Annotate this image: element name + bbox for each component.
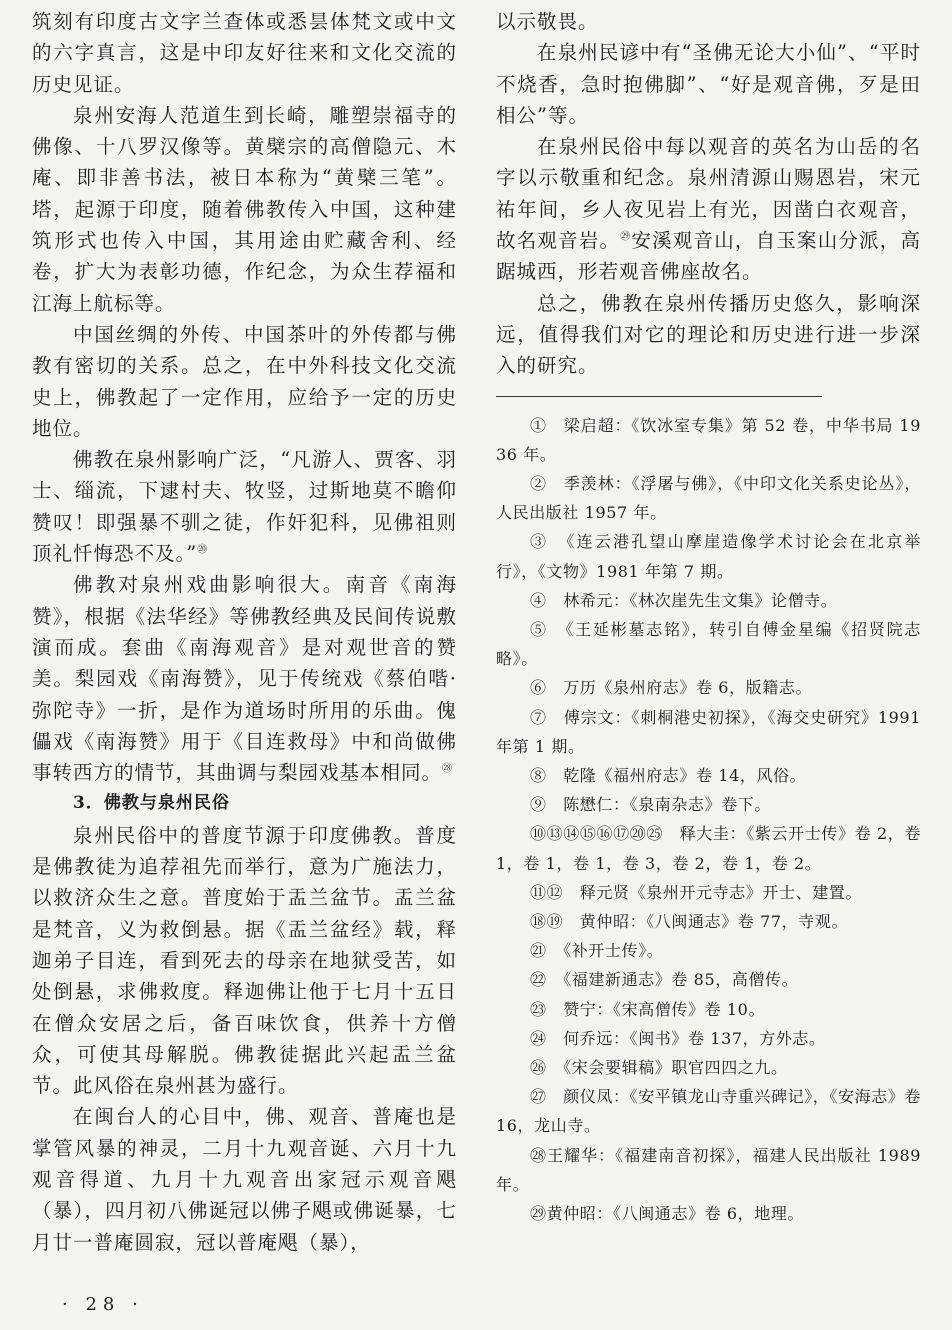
- footnote-item: ⑪⑫ 释元贤《泉州开元寺志》开士、建置。: [530, 882, 863, 902]
- paragraph: 泉州安海人范道生到长崎，雕塑崇福寺的佛像、十八罗汉像等。黄檗宗的高僧隐元、木庵、即非善书法，被日本称为“黄檗三笔”。塔，起源于印度，随着佛教传入中国，这种建筑形式也传入中国，其用途由贮藏舍利、经卷，扩大为表彰功德，作纪念，为众生荐福和江海上航标等。: [32, 103, 457, 315]
- paragraph: 中国丝绸的外传、中国茶叶的外传都与佛教有密切的关系。总之，在中外科技文化交流史上，佛教起了一定作用，应给予一定的历史地位。: [32, 322, 457, 440]
- paragraph: 在闽台人的心目中，佛、观音、普庵也是掌管风暴的神灵，二月十九观音诞、六月十九观音得道、九月十九观音出家冠示观音飓（暴），四月初八佛诞冠以佛子飓或佛诞暴，七月廿一普庵圆寂，冠以普庵飓（暴），: [32, 1105, 457, 1254]
- paragraph: [496, 131, 921, 287]
- left-column: [32, 6, 457, 1258]
- footnote-item: ㉔ 何乔远：《闽书》卷 137，方外志。: [530, 1028, 826, 1048]
- footnote-ref: ㉙: [620, 231, 632, 243]
- paragraph: 泉州民俗中的普度节源于印度佛教。普度是佛教徒为追荐祖先而举行，意为广施法力，以救济众生之意。普度始于盂兰盆节。盂兰盆是梵音，义为救倒悬。据《盂兰盆经》载，释迦弟子目连，看到死去的母亲在地狱受苦，如处倒悬，求佛救度。释迦佛让他于七月十五日在僧众安居之后，备百味饮食，供养十方僧众，可使其母解脱。佛教徒据此兴起盂兰盆节。此风俗在泉州甚为盛行。: [32, 823, 457, 1098]
- footnote-item: ㉙黄仲昭：《八闽通志》卷 6，地理。: [530, 1204, 805, 1224]
- paragraph: 筑刻有印度古文字兰查体或悉昙体梵文或中文的六字真言，这是中印友好往来和文化交流的历史见证。: [32, 10, 457, 96]
- footnote-item: ⑩⑬⑭⑮⑯⑰⑳㉕ 释大圭：《紫云开士传》卷 2，卷 1，卷 1，卷 1，卷 3，卷 2，卷 1，卷 2。: [496, 824, 921, 873]
- footnote-item: ⑨ 陈懋仁：《泉南杂志》卷下。: [530, 795, 772, 815]
- paragraph-text-continued: 安溪观音山，自玉案山分派，高踞城西，形若观音佛座故名。: [496, 229, 921, 284]
- footnote-item: ㉒ 《福建新通志》卷 85，高僧传。: [530, 970, 799, 990]
- page-number: · 28 ·: [62, 1294, 144, 1315]
- paragraph: 在泉州民谚中有“圣佛无论大小仙”、“平时不烧香，急时抱佛脚”、“好是观音佛，歹是田相公”等。: [496, 41, 921, 127]
- footnote-item: ⑤ 《王延彬墓志铭》，转引自傅金星编《招贤院志略》。: [496, 619, 921, 669]
- footnote-ref: ⑳: [197, 544, 209, 556]
- footnote-item: ㉗ 颜仪凤：《安平镇龙山寺重兴碑记》，《安海志》卷 16，龙山寺。: [496, 1087, 922, 1136]
- footnote-ref: ㉘: [442, 763, 454, 775]
- paragraph-text: 在泉州民俗中每以观音的英名为山岳的名字以示敬重和纪念。泉州清源山赐恩岩，宋元祐年间，乡人夜见岩上有光，因凿白衣观音，故名观音岩。: [496, 135, 921, 253]
- footnote-item: ⑥ 万历《泉州府志》卷 6，版籍志。: [530, 678, 813, 698]
- footnote-item: ㉖ 《宋会要辑稿》职官四四之九。: [530, 1058, 788, 1078]
- footnote-item: ③ 《连云港孔望山摩崖造像学术讨论会在北京举行》，《文物》1981 年第 7 期。: [496, 532, 921, 581]
- paragraph: [32, 444, 457, 569]
- paragraph-text: 佛教在泉州影响广泛，“凡游人、贾客、羽士、缁流，下逮村夫、牧竖，过斯地莫不瞻仰赞叹！即强暴不驯之徒，作奸犯科，见佛祖则顶礼忏悔恐不及。”: [32, 448, 457, 566]
- footnote-divider: [496, 396, 822, 397]
- footnote-item: ② 季羡林：《浮屠与佛》，《中印文化关系史论丛》，人民出版社 1957 年。: [496, 473, 921, 523]
- paragraph: 以示敬畏。: [496, 10, 599, 33]
- paragraph: [32, 569, 457, 788]
- section-heading: 3．佛教与泉州民俗: [73, 793, 230, 814]
- footnote-item: ⑱⑲ 黄仲昭：《八闽通志》卷 77，寺观。: [530, 912, 849, 932]
- footnote-item: ㉘王耀华：《福建南音初探》，福建人民出版社 1989 年。: [496, 1145, 921, 1194]
- footnote-item: ㉑ 《补开士传》。: [530, 941, 664, 961]
- footnotes: [496, 411, 921, 1229]
- footnote-item: ⑧ 乾隆《福州府志》卷 14，风俗。: [530, 766, 807, 785]
- footnote-item: ④ 林希元：《林次崖先生文集》论僧寺。: [530, 590, 838, 610]
- paragraph: 总之，佛教在泉州传播历史悠久，影响深远，值得我们对它的理论和历史进行进一步深入的研究。: [496, 291, 921, 378]
- footnote-item: ⑦ 傅宗文：《刺桐港史初探》，《海交史研究》1991 年第 1 期。: [496, 707, 921, 756]
- right-column: [496, 6, 921, 1228]
- footnote-item: ① 梁启超：《饮冰室专集》第 52 卷，中华书局 1936 年。: [496, 415, 921, 464]
- paragraph-text: 佛教对泉州戏曲影响很大。南音《南海赞》，根据《法华经》等佛教经典及民间传说敷演而成。套曲《南海观音》是对观世音的赞美。梨园戏《南海赞》，见于传统戏《蔡伯喈·弥陀寺》一折，是作为道场时所用的乐曲。傀儡戏《南海赞》用于《目连救母》中和尚做佛事转西方的情节，其曲调与梨园戏基本相同。: [32, 573, 457, 785]
- footnote-item: ㉓ 赞宁：《宋高僧传》卷 10。: [530, 999, 766, 1019]
